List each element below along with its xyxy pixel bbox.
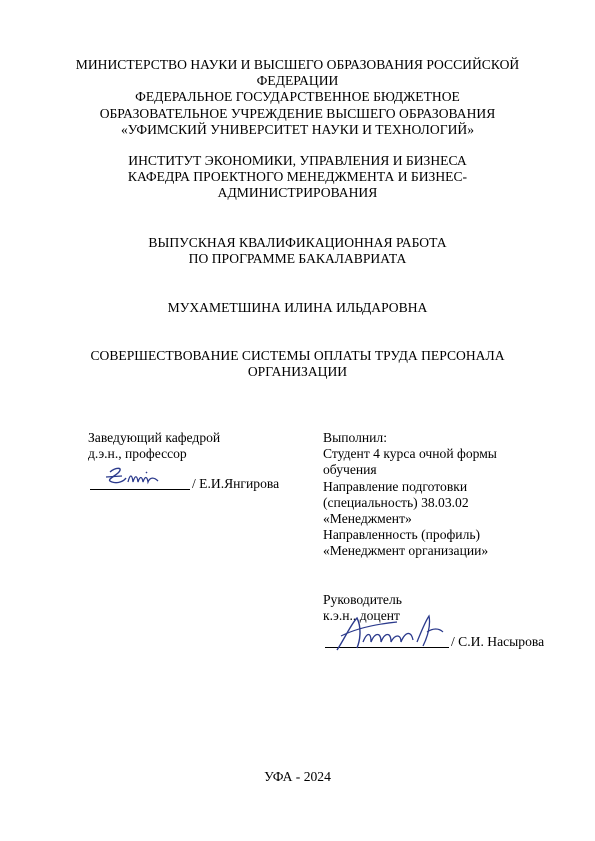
ministry-line-1: МИНИСТЕРСТВО НАУКИ И ВЫСШЕГО ОБРАЗОВАНИЯ РОССИЙСКОЙ xyxy=(75,57,520,72)
institute-name: ИНСТИТУТ ЭКОНОМИКИ, УПРАВЛЕНИЯ И БИЗНЕСА xyxy=(128,153,467,168)
author-name xyxy=(40,300,555,316)
thesis-title-line-2: ОРГАНИЗАЦИИ xyxy=(247,364,348,380)
head-of-chair-degree: д.э.н., профессор xyxy=(88,446,187,462)
direction-value: (специальность) 38.03.02 xyxy=(323,494,469,510)
direction-name: «Менеджмент» xyxy=(323,511,412,527)
head-of-chair-name: / Е.И.Янгирова xyxy=(192,476,280,492)
author-name-text: МУХАМЕТШИНА ИЛИНА ИЛЬДАРОВНА xyxy=(167,300,428,315)
university-name: «УФИМСКИЙ УНИВЕРСИТЕТ НАУКИ И ТЕХНОЛОГИЙ» xyxy=(120,121,475,137)
profile-label: Направленность (профиль) xyxy=(323,527,481,543)
handwritten-signature-icon xyxy=(327,612,451,656)
thesis-title-line-1: СОВЕРШЕСТВОВАНИЕ СИСТЕМЫ ОПЛАТЫ ТРУДА ПЕРСОНАЛА xyxy=(90,348,505,363)
institution-line-2: ОБРАЗОВАТЕЛЬНОЕ УЧРЕЖДЕНИЕ ВЫСШЕГО ОБРАЗОВАНИЯ xyxy=(99,105,496,121)
supervisor-role: Руководитель xyxy=(323,592,402,607)
city-year: УФА - 2024 xyxy=(264,769,331,784)
handwritten-signature-icon xyxy=(102,464,172,492)
chair-line-1: КАФЕДРА ПРОЕКТНОГО МЕНЕДЖМЕНТА И БИЗНЕС- xyxy=(127,169,468,185)
supervisor-name: / С.И. Насырова xyxy=(451,634,545,650)
institution-line-1: ФЕДЕРАЛЬНОЕ ГОСУДАРСТВЕННОЕ БЮДЖЕТНОЕ xyxy=(135,89,460,105)
work-type xyxy=(40,235,555,267)
work-type-line-1: ВЫПУСКНАЯ КВАЛИФИКАЦИОННАЯ РАБОТА xyxy=(148,235,447,250)
student-block xyxy=(323,430,558,560)
head-of-chair-block xyxy=(88,430,293,496)
ministry-header xyxy=(40,57,555,138)
department-header xyxy=(40,153,555,202)
profile-name: «Менеджмент организации» xyxy=(323,543,489,559)
performed-label: Выполнил: xyxy=(323,430,387,445)
course-line-1: Студент 4 курса очной формы xyxy=(323,446,497,462)
ministry-line-2: ФЕДЕРАЦИИ xyxy=(256,73,339,89)
course-line-2: обучения xyxy=(323,462,377,478)
direction-label: Направление подготовки xyxy=(323,478,468,494)
head-of-chair-signature-row xyxy=(88,462,293,496)
supervisor-block xyxy=(323,592,563,654)
thesis-title xyxy=(40,348,555,380)
work-type-line-2: ПО ПРОГРАММЕ БАКАЛАВРИАТА xyxy=(188,251,407,267)
supervisor-signature-row xyxy=(323,624,563,654)
chair-line-2: АДМИНИСТРИРОВАНИЯ xyxy=(217,185,378,201)
head-of-chair-role: Заведующий кафедрой xyxy=(88,430,221,445)
supervisor-degree: к.э.н., доцент xyxy=(323,608,400,624)
